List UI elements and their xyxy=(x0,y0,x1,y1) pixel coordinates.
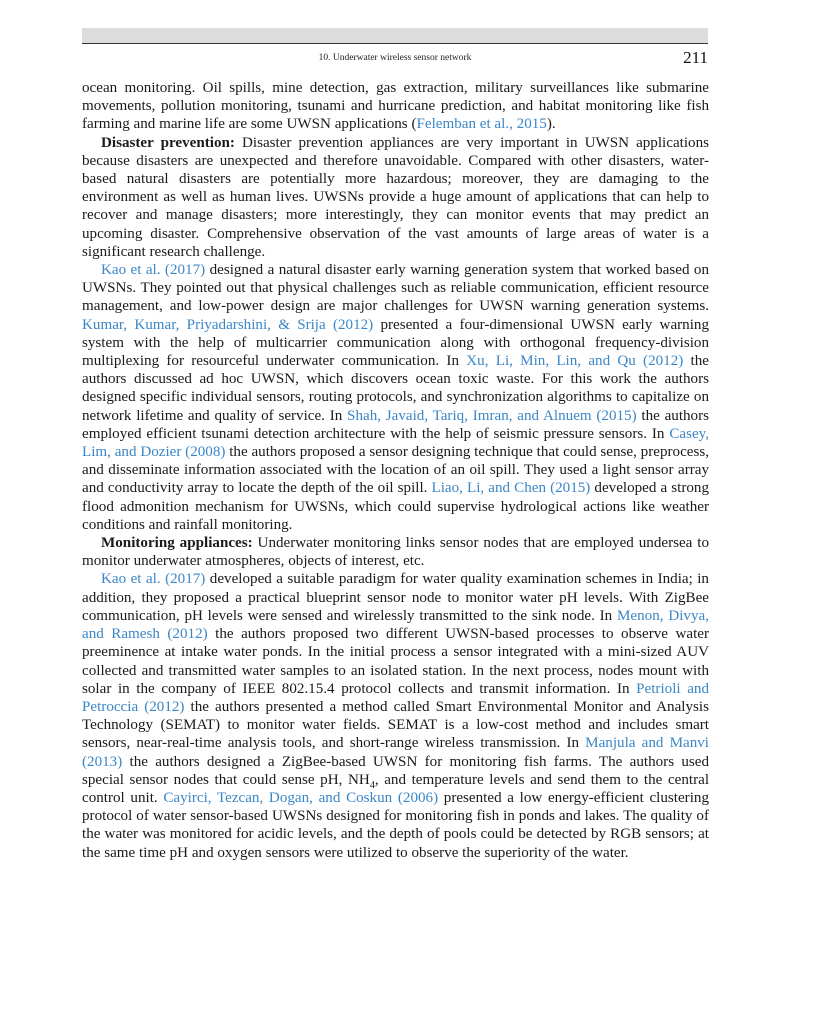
subscript: 4 xyxy=(369,779,375,791)
paragraph xyxy=(82,534,709,570)
text-run: ). xyxy=(546,116,556,133)
citation-link[interactable]: Felemban et al., 2015 xyxy=(416,116,547,133)
text-run: the authors proposed two different UWSN-based processes to observe water preeminence at intake water ponds. In the initial process a sensor integrated with a mini-sized AUV collected and transmitted water samples to an isolated station. In the next process, nodes mount with solar in the company of IEEE 802.15.4 protocol collects and transmit information. In xyxy=(82,626,709,697)
paragraph xyxy=(82,79,709,134)
citation-link[interactable]: Kao et al. (2017) xyxy=(101,262,206,279)
text-run: presented a four-dimensional UWSN early warning system with the help of multicarrier communication along with orthogonal frequency-division multiplexing for resourceful underwater communication. In xyxy=(82,316,709,370)
text-run: Underwater monitoring links sensor nodes that are employed undersea to monitor underwater atmospheres, objects of interest, etc. xyxy=(82,535,709,570)
citation-link[interactable]: Casey, Lim, and Dozier (2008) xyxy=(82,425,709,461)
citation-link[interactable]: Kumar, Kumar, Priyadarshini, & Srija (2012) xyxy=(82,316,374,333)
running-title: 10. Underwater wireless sensor network xyxy=(318,53,472,63)
text-run: the authors presented a method called Smart Environmental Monitor and Analysis Technology (SEMAT) to monitor water fields. SEMAT is a low-cost method and includes smart sensors, near-real-time analysis tools, and short-range wireless transmission. In xyxy=(82,698,709,752)
citation-link[interactable]: Xu, Li, Min, Lin, and Qu (2012) xyxy=(466,353,684,370)
paragraph xyxy=(82,570,709,861)
text-run: the authors employed efficient tsunami detection architecture with the help of seismic pressure sensors. In xyxy=(82,407,710,442)
text-run: developed a suitable paradigm for water quality examination schemes in India; in addition, they proposed a practical blueprint sensor node to monitor water pH levels. With ZigBee communication, pH levels were sensed and wirelessly transmitted to the sink node. In xyxy=(82,571,709,624)
running-head xyxy=(82,50,708,70)
citation-link[interactable]: Manjula and Manvi (2013) xyxy=(82,735,709,770)
text-run: the authors discussed ad hoc UWSN, which discovers ocean toxic waste. For this work the authors designed specific individual sensors, routing protocols, and synchronization algorithms to capitalize on network lifetime and quality of service. In xyxy=(82,353,709,424)
citation-link[interactable]: Cayirci, Tezcan, Dogan, and Coskun (2006) xyxy=(163,789,439,806)
header-bar xyxy=(82,28,708,44)
text-run: developed a strong flood admonition mechanism for UWSNs, which could supervise hydrological actions like weather conditions and rainfall monitoring. xyxy=(82,480,710,533)
citation-link[interactable]: Menon, Divya, and Ramesh (2012) xyxy=(82,607,709,643)
section-run-in-heading: Disaster prevention: xyxy=(101,134,235,151)
citation-link[interactable]: Petrioli and Petroccia (2012) xyxy=(82,680,709,715)
text-run: designed a natural disaster early warning generation system that worked based on UWSNs. They pointed out that physical challenges such as reliable communication, efficient resource management, and low-power design are major challenges for UWSN warning generation systems. xyxy=(82,262,709,315)
text-run: ocean monitoring. Oil spills, mine detection, gas extraction, military surveillances like submarine movements, pollution monitoring, tsunami and hurricane prediction, and habitat monitoring like fish farming and marine life are some UWSN applications ( xyxy=(82,80,709,133)
paragraph xyxy=(82,261,709,534)
text-run: presented a low energy-efficient clustering protocol of water sensor-based UWSNs designed for monitoring fish in ponds and lakes. The quality of the water was monitored for acidic levels, and the depth of pools could be detected by RGB sensors; at the same time pH and oxygen sensors were utilized to observe the superiority of the water. xyxy=(82,789,709,861)
text-run: the authors proposed a sensor designing technique that could sense, preprocess, and disseminate information associated with the location of an oil spill. They used a light sensor array and conductivity array to locate the depth of the oil spill. xyxy=(82,444,709,497)
citation-link[interactable]: Kao et al. (2017) xyxy=(101,571,206,588)
citation-link[interactable]: Liao, Li, and Chen (2015) xyxy=(431,480,591,497)
paragraph xyxy=(82,134,709,261)
page-number: 211 xyxy=(683,48,708,67)
citation-link[interactable]: Shah, Javaid, Tariq, Imran, and Alnuem (2015) xyxy=(347,407,637,424)
text-run: the authors designed a ZigBee-based UWSN for monitoring fish farms. The authors used special sensor nodes that could sense pH, NH xyxy=(82,753,709,788)
body-text xyxy=(82,79,709,862)
section-run-in-heading: Monitoring appliances: xyxy=(101,535,253,552)
text-run: , and temperature levels and send them to the central control unit. xyxy=(82,771,710,806)
text-run: Disaster prevention appliances are very important in UWSN applications because disasters are unexpected and therefore unavoidable. Compared with other disasters, water-based natural disasters are potentially more hazardous; moreover, they are damaging to the environment as well as human lives. UWSNs provide a huge amount of applications that can help to recover and manage disasters; more interestingly, they can monitor events that may predict an upcoming disaster. Comprehensive observation of the vast amounts of large areas of water is a significant research challenge. xyxy=(82,134,709,260)
